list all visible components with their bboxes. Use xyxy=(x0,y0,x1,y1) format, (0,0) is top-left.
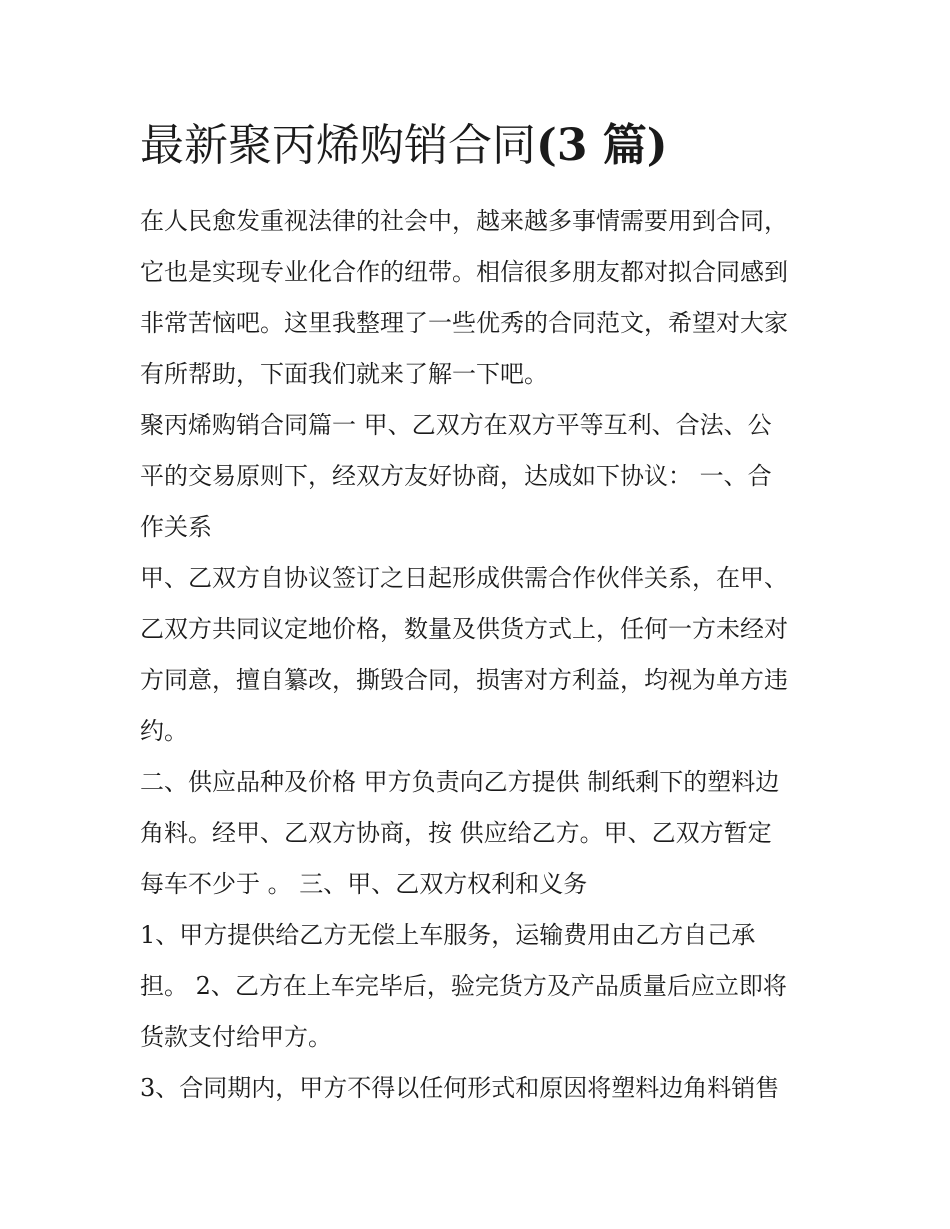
body-line: 角料。经甲、乙双方协商，按 供应给乙方。甲、乙双方暂定 xyxy=(140,819,772,847)
body-line: 1、甲方提供给乙方无偿上车服务，运输费用由乙方自己承 xyxy=(140,921,756,949)
document-title-main: 最新聚丙烯购销合同 xyxy=(140,120,536,171)
body-line: 非常苦恼吧。这里我整理了一些优秀的合同范文，希望对大家 xyxy=(140,309,788,337)
body-line: 有所帮助，下面我们就来了解一下吧。 xyxy=(140,360,548,388)
body-line: 聚丙烯购销合同篇一 甲、乙双方在双方平等互利、合法、公 xyxy=(140,411,772,439)
body-line: 方同意，擅自纂改，撕毁合同，损害对方利益，均视为单方违 xyxy=(140,666,788,694)
document-title-count: (3 篇) xyxy=(536,120,668,171)
body-line: 担。 2、乙方在上车完毕后，验完货方及产品质量后应立即将 xyxy=(140,972,787,1000)
body-line: 每车不少于 。 三、甲、乙双方权利和义务 xyxy=(140,870,588,898)
document-body xyxy=(140,196,820,1114)
body-line: 在人民愈发重视法律的社会中，越来越多事情需要用到合同， xyxy=(140,207,788,235)
document-title xyxy=(140,110,668,182)
body-line: 乙双方共同议定地价格，数量及供货方式上，任何一方未经对 xyxy=(140,615,788,643)
body-line: 作关系 xyxy=(140,513,212,541)
body-line: 3、合同期内，甲方不得以任何形式和原因将塑料边角料销售 xyxy=(140,1074,780,1102)
body-line: 货款支付给甲方。 xyxy=(140,1023,332,1051)
body-line: 平的交易原则下，经双方友好协商，达成如下协议： 一、合 xyxy=(140,462,772,490)
body-line: 甲、乙双方自协议签订之日起形成供需合作伙伴关系，在甲、 xyxy=(140,564,788,592)
body-line: 二、供应品种及价格 甲方负责向乙方提供 制纸剩下的塑料边 xyxy=(140,768,780,796)
body-line: 约。 xyxy=(140,717,188,745)
body-line: 它也是实现专业化合作的纽带。相信很多朋友都对拟合同感到 xyxy=(140,258,788,286)
